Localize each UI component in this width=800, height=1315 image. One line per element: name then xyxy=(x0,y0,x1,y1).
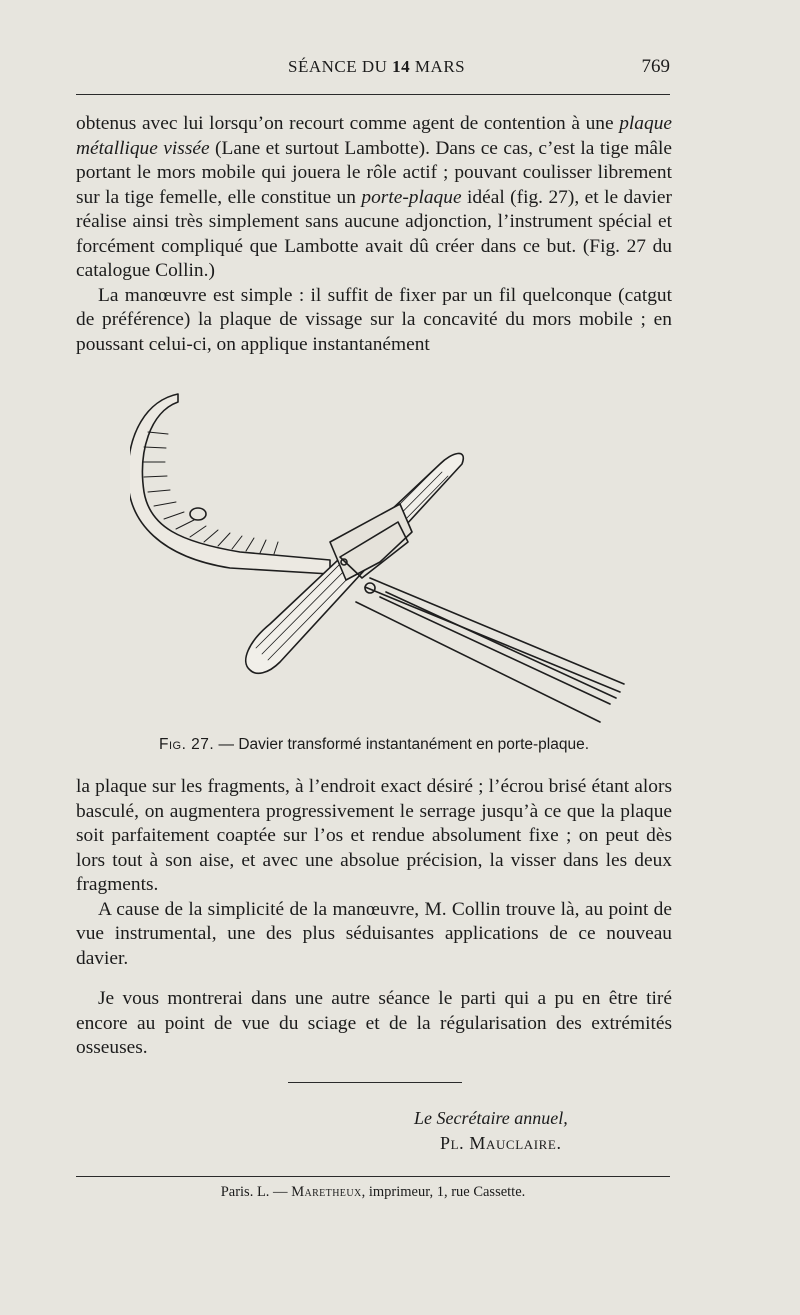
signature-role: Le Secrétaire annuel, xyxy=(414,1108,568,1128)
paragraph-1: obtenus avec lui lorsqu’on recourt comme agent de contention à une plaque métallique vissée (Lane et surtout Lambotte). Dans ce cas, c’est la tige mâle portant le mors mobile qui jouera le rôle actif ; pouvant coulisser librement sur la tige femelle, elle constitue un porte-plaque idéal (fig. 27), et le davier réalise ainsi très simplement sans aucune adjonction, l’instrument spécial et forcément compliqué que Lambotte avait dû créer dans ce but. (Fig. 27 du catalogue Collin.) xyxy=(76,113,673,281)
paragraph-2: La manœuvre est simple : il suffit de fixer par un fil quelconque (catgut de préférence) la plaque de vissage sur la concavité du mors mobile ; en poussant celui-ci, on applique instantanément xyxy=(76,284,672,355)
figure-caption xyxy=(76,736,672,754)
printer-imprint: Paris. L. — Maretheux, imprimeur, 1, rue Cassette. xyxy=(220,1184,526,1200)
header-rule xyxy=(76,94,670,95)
running-head xyxy=(76,56,670,78)
paragraph-4: A cause de la simplicité de la manœuvre, M. Collin trouve là, au point de vue instrumental, une des plus séduisantes applications de ce nouveau davier. xyxy=(76,898,672,969)
signature-name: Pl. Mauclaire. xyxy=(440,1133,562,1153)
footer-rule xyxy=(76,1176,670,1177)
figure-label: Fig. 27. xyxy=(158,736,215,753)
running-head-title: SÉANCE DU 14 MARS xyxy=(288,57,466,76)
text-block-upper xyxy=(76,112,672,357)
figure-caption-text: — Davier transformé instantanément en porte-plaque. xyxy=(214,736,590,753)
paragraph-5: Je vous montrerai dans une autre séance le parti qui a pu en être tiré encore au point de vue du sciage et de la régularisation des extrémités osseuses. xyxy=(76,988,672,1058)
paragraph-3: la plaque sur les fragments, à l’endroit exact désiré ; l’écrou brisé étant alors basculé, on augmentera progressivement le serrage jusqu’à ce que la plaque soit parfaitement coaptée sur l’os et rendue absolument fixe ; on peut dès lors tout à son aise, et avec une absolue précision, la visser dans les deux fragments. xyxy=(76,776,672,895)
signature-block xyxy=(414,1106,568,1156)
page-number: 769 xyxy=(641,56,670,77)
forceps-illustration xyxy=(130,392,630,732)
text-block-lower xyxy=(76,775,672,1061)
section-rule xyxy=(288,1082,462,1083)
